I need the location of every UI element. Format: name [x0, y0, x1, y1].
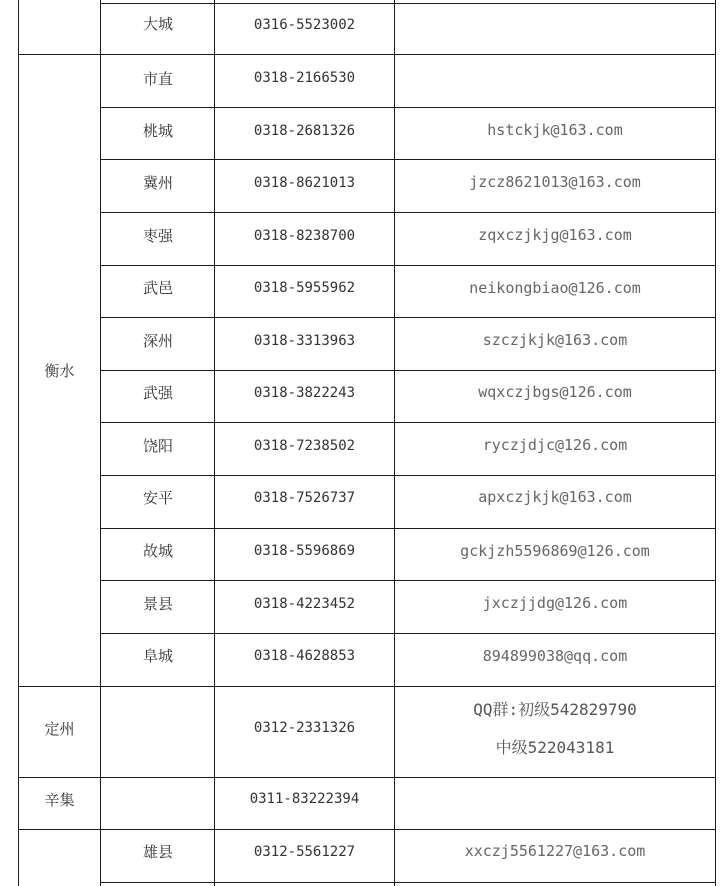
- city-cell: 定州: [44, 719, 75, 738]
- email-cell: xxczj5561227@163.com: [464, 842, 646, 860]
- district-cell: 武邑: [143, 278, 174, 297]
- email-cell: jzcz8621013@163.com: [469, 173, 641, 191]
- district-cell: 雄县: [143, 842, 174, 861]
- phone-cell: 0318-2166530: [253, 70, 356, 86]
- row-divider: [101, 882, 715, 883]
- phone-cell: 0318-2681326: [253, 122, 356, 139]
- district-cell: 武强: [143, 383, 174, 402]
- phone-cell: 0318-5596869: [253, 543, 356, 559]
- city-cell: 辛集: [44, 790, 75, 809]
- city-cell: 衡水: [44, 362, 75, 380]
- email-cell: zqxczjkjg@163.com: [478, 225, 632, 244]
- col-divider: [715, 0, 716, 886]
- phone-cell: 0316-5523002: [253, 17, 356, 33]
- email-cell: apxczjkjk@163.com: [478, 488, 632, 506]
- email-cell: neikongbiao@126.com: [469, 278, 641, 297]
- email-cell: szczjkjk@163.com: [482, 330, 628, 349]
- district-cell: 桃城: [143, 121, 174, 140]
- phone-cell: 0312-5561227: [253, 844, 356, 860]
- email-cell: wqxczjbgs@126.com: [478, 383, 632, 401]
- phone-cell: 0318-5955962: [253, 280, 356, 296]
- district-cell: 阜城: [143, 646, 174, 665]
- phone-cell: 0312-2331326: [253, 720, 356, 736]
- email-cell: jxczjjdg@126.com: [482, 593, 628, 612]
- phone-cell: 0318-8238700: [253, 228, 356, 244]
- phone-cell: 0318-8621013: [253, 175, 356, 191]
- district-cell: 枣强: [143, 226, 174, 245]
- district-cell: 安平: [143, 488, 174, 507]
- phone-cell: 0318-3313963: [253, 333, 356, 349]
- district-cell: 市直: [143, 69, 174, 88]
- district-cell: 冀州: [143, 173, 174, 192]
- email-cell: 894899038@qq.com: [482, 646, 628, 665]
- phone-cell: 0318-7238502: [253, 438, 356, 454]
- qq-group-line: QQ群:初级542829790: [473, 700, 637, 719]
- district-cell: 深州: [143, 331, 174, 350]
- email-cell: hstckjk@163.com: [487, 120, 623, 139]
- district-cell: 故城: [143, 541, 174, 560]
- phone-cell: 0318-3822243: [253, 385, 356, 401]
- phone-cell: 0311-83222394: [249, 791, 360, 807]
- email-cell: gckjzh5596869@126.com: [460, 541, 650, 560]
- district-cell: 饶阳: [143, 436, 174, 455]
- phone-cell: 0318-7526737: [253, 490, 356, 506]
- district-cell: 景县: [143, 594, 174, 613]
- email-cell: ryczjdjc@126.com: [482, 435, 628, 454]
- phone-cell: 0318-4223452: [253, 596, 356, 612]
- phone-cell: 0318-4628853: [253, 648, 356, 664]
- district-cell: 大城: [143, 14, 174, 33]
- qq-group-line: 中级522043181: [495, 738, 615, 757]
